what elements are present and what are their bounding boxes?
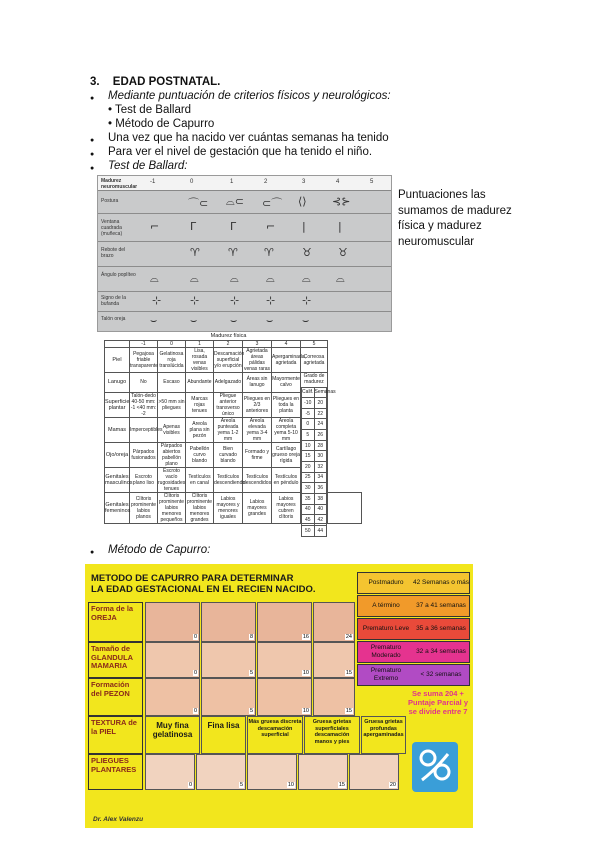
maturity-cell: 38 xyxy=(314,493,327,504)
heel-ear-icon: ⌣ xyxy=(150,314,158,327)
mf-cell: Párpados fusionados xyxy=(130,442,158,467)
heel-ear-icon: ⌣ xyxy=(302,314,310,327)
mf-cell xyxy=(328,492,362,523)
arm-recoil-icon: ♈ xyxy=(228,246,238,259)
mf-row-piel xyxy=(105,347,362,372)
section-heading xyxy=(90,75,220,89)
points-label: 0 xyxy=(193,670,197,676)
mf-cell: Áreas sin lanugo xyxy=(243,372,272,392)
mf-cell: Gelatinosa roja translúcida xyxy=(158,347,186,372)
points-label: 5 xyxy=(239,782,243,788)
capurro-author: Dr. Alex Valenzu xyxy=(93,816,144,823)
scarf-sign-icon: ⊹ xyxy=(302,294,312,307)
capurro-row-label: TEXTURA de la PIEL xyxy=(88,716,143,754)
class-name: Prematuro Extremo xyxy=(370,667,402,682)
capurro-row-label: Forma de la OREJA xyxy=(88,602,143,642)
ballard-neuromuscular-chart xyxy=(97,175,392,332)
maturity-cell: 42 xyxy=(314,515,327,526)
maturity-cell: 30 xyxy=(302,483,315,494)
popliteal-angle-icon: ⌓ xyxy=(336,272,345,285)
sole-photo xyxy=(247,754,297,790)
wrist-angle-icon: | xyxy=(302,220,306,233)
maturity-cell: 0 xyxy=(302,419,315,430)
mf-score: -1 xyxy=(130,340,158,347)
ballard-header-label: Madurez neuromuscular xyxy=(101,178,138,190)
ballard-score: 3 xyxy=(302,179,306,185)
bullet-capurro-label: ● Método de Capurro: xyxy=(108,543,210,557)
mf-cell: Escaso xyxy=(158,372,186,392)
mf-cell: Correosa agrietada xyxy=(301,347,328,372)
points-label: 15 xyxy=(338,782,345,788)
popliteal-angle-icon: ⌓ xyxy=(302,272,311,285)
sub-item-ballard: • Test de Ballard xyxy=(108,104,192,116)
posture-figure-icon: ⊂⌒ xyxy=(262,197,283,210)
skin-texture-text: Gruesa grietas superficiales descamación manos y pies xyxy=(312,719,352,745)
mf-cell: Marcas rojas tenues xyxy=(186,392,214,417)
mf-row-label: Lanugo xyxy=(105,372,130,392)
bullet-criteria: ● Mediante puntuación de criterios físicos y neurológicos: xyxy=(108,89,391,103)
mf-cell: Testículos en péndulo xyxy=(272,467,301,492)
maturity-cell: 35 xyxy=(302,493,315,504)
note-line: física y madurez xyxy=(398,220,482,232)
mf-cell: No xyxy=(130,372,158,392)
nipple-photo xyxy=(313,678,355,716)
maturity-col: Calif. xyxy=(302,387,315,398)
points-label: 20 xyxy=(389,782,396,788)
skin-texture-cell xyxy=(304,716,360,754)
skin-texture-text: Muy fina gelatinosa xyxy=(152,721,193,739)
mf-cell: Pliegues en 2/3 anteriores xyxy=(243,392,272,417)
ballard-row-popliteal xyxy=(98,266,391,292)
mf-cell: Apenas visibles xyxy=(158,417,186,442)
maturity-cell: 15 xyxy=(302,451,315,462)
mf-score: 2 xyxy=(214,340,243,347)
popliteal-angle-icon: ⌓ xyxy=(190,272,199,285)
sub-item-capurro: • Método de Capurro xyxy=(108,118,215,130)
note-line: neuromuscular xyxy=(398,235,475,248)
ballard-row-scarf xyxy=(98,291,391,312)
breast-photo xyxy=(145,642,200,678)
ear-photo xyxy=(257,602,312,642)
skin-texture-cell xyxy=(361,716,406,754)
mf-cell: Apergaminada, agrietada xyxy=(272,347,301,372)
maturity-cell: 5 xyxy=(302,430,315,441)
maturity-cell: 20 xyxy=(314,398,327,409)
sole-photo xyxy=(196,754,246,790)
mf-row-label: Genitales femeninos xyxy=(105,492,130,523)
maturity-cell: 25 xyxy=(302,472,315,483)
arm-recoil-icon: ♈ xyxy=(190,246,200,259)
class-name: Prematuro Leve xyxy=(362,625,410,632)
mf-cell: Areola punteada yema 1-2 mm xyxy=(214,417,243,442)
mf-cell: Clítoris prominente labios menores grandes xyxy=(186,492,212,523)
mf-cell: Areola completa yema 5-10 mm xyxy=(272,417,301,442)
wrist-angle-icon: Γ xyxy=(230,220,237,233)
mf-cell: Bien curvado blando xyxy=(214,442,243,467)
points-label: 24 xyxy=(345,634,352,640)
maturity-cell: 26 xyxy=(314,430,327,441)
mf-cell: Abundante xyxy=(186,372,214,392)
ballard-row-label: Talón oreja xyxy=(101,316,126,322)
points-label: 5 xyxy=(249,708,253,714)
points-label: 0 xyxy=(188,782,192,788)
maturity-cell: 50 xyxy=(302,525,315,536)
mf-cell: Labios mayores cubren clítoris xyxy=(272,492,301,523)
nipple-photo xyxy=(145,678,200,716)
mf-cell: Escroto plano liso xyxy=(130,467,158,492)
mf-cell: Párpados abiertos pabellón plano xyxy=(158,442,186,467)
points-label: 10 xyxy=(302,708,309,714)
mf-row-label: Genitales masculinos xyxy=(105,467,130,492)
popliteal-angle-icon: ⌓ xyxy=(150,272,159,285)
maturity-cell: 36 xyxy=(314,483,327,494)
mf-cell: Testículos descendiendo xyxy=(214,467,243,492)
class-row-moderado xyxy=(357,641,470,663)
heel-ear-icon: ⌣ xyxy=(230,314,238,327)
points-label: 10 xyxy=(287,782,294,788)
capurro-row-label: Tamaño de GLANDULA MAMARIA xyxy=(88,642,143,678)
mf-row-label: Piel xyxy=(105,347,130,372)
mf-cell: Areola plana sin pezón xyxy=(186,417,214,442)
skin-texture-text: Más gruesa discreta descamación superficial xyxy=(248,719,302,738)
maturity-cell: 40 xyxy=(302,504,315,515)
mf-cell: Pliegues en toda la planta xyxy=(272,392,301,417)
maturity-score-cell xyxy=(301,372,336,534)
maturity-cell: 28 xyxy=(314,440,327,451)
mf-row-label: Mamas xyxy=(105,417,130,442)
ballard-score: 5 xyxy=(370,179,374,185)
class-row-termino xyxy=(357,595,470,617)
maturity-score-table xyxy=(301,387,336,537)
mf-cell: Talón-dedo 40-50 mm: -1 <40 mm: -2 xyxy=(130,392,157,417)
posture-figure-icon: ⌓⊂ xyxy=(226,195,244,208)
arm-recoil-icon: ♈ xyxy=(264,246,274,259)
mf-cell: Agrietada áreas pálidas venas raras xyxy=(243,347,271,372)
nipple-photo xyxy=(201,678,256,716)
maturity-header: Grado de madurez xyxy=(303,372,325,385)
points-label: 8 xyxy=(249,634,253,640)
skin-texture-cell xyxy=(201,716,246,754)
ballard-score: 1 xyxy=(230,179,234,185)
maturity-cell: -5 xyxy=(302,408,315,419)
mf-cell: Clítoris prominente labios menores pequeños xyxy=(158,492,184,523)
mf-cell: Pegajosa friable transparente xyxy=(130,347,158,372)
wrist-angle-icon: ⌐ xyxy=(150,220,160,233)
arm-recoil-icon: ♉ xyxy=(302,246,312,259)
posture-figure-icon: ⟨⟩ xyxy=(298,195,307,208)
maturity-cell: -10 xyxy=(302,398,315,409)
mf-row-lanugo xyxy=(105,372,362,392)
mf-cell: Testículos descendidos xyxy=(243,467,272,492)
section-title: EDAD POSTNATAL. xyxy=(112,76,221,88)
mf-cell: Escroto vacío rugosidades tenues xyxy=(158,467,186,492)
ballard-header xyxy=(98,176,391,191)
wrist-angle-icon: ⌐ xyxy=(266,220,276,233)
bullet-weeks: ● Una vez que ha nacido ver cuántas semanas ha tenido xyxy=(108,131,389,145)
points-label: 5 xyxy=(249,670,253,676)
capurro-title xyxy=(91,573,316,595)
mf-cell: >50 mm sin pliegues xyxy=(158,392,186,417)
sole-photo xyxy=(349,754,399,790)
maturity-cell: 20 xyxy=(302,461,315,472)
mf-cell: Mayormente calvo xyxy=(272,372,301,392)
note-line: Puntuaciones las xyxy=(398,189,486,201)
ballard-row-arm-recoil xyxy=(98,241,391,267)
class-range: 42 Semanas o más xyxy=(413,579,470,586)
heel-ear-icon: ⌣ xyxy=(266,314,274,327)
capurro-chart xyxy=(85,564,473,828)
mf-score: 1 xyxy=(186,340,214,347)
breast-photo xyxy=(313,642,355,678)
mf-title: Madurez física xyxy=(210,333,247,340)
maturity-cell: 30 xyxy=(314,451,327,462)
maturity-cell: 34 xyxy=(314,472,327,483)
points-label: 15 xyxy=(345,670,352,676)
mf-cell: Imperceptibles xyxy=(130,417,158,442)
mf-cell: Labios mayores y menores iguales xyxy=(214,492,243,523)
ear-photo xyxy=(201,602,256,642)
ballard-row-label: Postura xyxy=(101,198,119,204)
class-range: 32 a 34 semanas xyxy=(416,648,466,655)
ballard-row-square-window xyxy=(98,213,391,242)
mf-cell: Testículos en canal xyxy=(186,467,214,492)
bullet-ballard-label: ● Test de Ballard: xyxy=(108,159,187,173)
mf-cell: Formado y firme xyxy=(243,442,272,467)
breast-photo xyxy=(257,642,312,678)
ballard-score: 2 xyxy=(264,179,268,185)
skin-texture-text: Gruesa grietas profundas apergaminadas xyxy=(363,719,404,738)
class-range: 37 a 41 semanas xyxy=(416,602,466,609)
popliteal-angle-icon: ⌓ xyxy=(266,272,275,285)
ballard-row-label: Ángulo poplíteo xyxy=(101,272,136,278)
mf-row-label: Ojo/oreja xyxy=(105,442,130,467)
points-label: 10 xyxy=(302,670,309,676)
class-range: < 32 semanas xyxy=(420,671,462,678)
wrist-angle-icon: Γ xyxy=(190,220,197,233)
skin-texture-cell xyxy=(247,716,303,754)
points-label: 0 xyxy=(193,634,197,640)
bullet-gestation: ● Para ver el nivel de gestación que ha tenido el niño. xyxy=(108,145,372,159)
mf-cell: Clítoris prominente labios planos xyxy=(130,492,158,523)
physical-maturity-table xyxy=(104,333,362,534)
ballard-score: 4 xyxy=(336,179,340,185)
sole-photo xyxy=(298,754,348,790)
class-row-leve xyxy=(357,618,470,640)
scarf-sign-icon: ⊹ xyxy=(190,294,200,307)
points-label: 16 xyxy=(302,634,309,640)
maturity-cell: 24 xyxy=(314,419,327,430)
class-name: Postmaduro xyxy=(368,579,404,586)
maturity-cell: 45 xyxy=(302,515,315,526)
mf-cell: Labios mayores grandes xyxy=(243,492,272,523)
mf-cell: Cartílago grueso oreja rígida xyxy=(272,442,301,467)
capurro-row-label: PLIEGUES PLANTARES xyxy=(88,754,143,790)
ballard-row-label: Ventana cuadrada (muñeca) xyxy=(101,219,123,237)
mf-corner xyxy=(105,340,130,347)
capurro-formula-note: Se suma 204 + Puntaje Parcial y se divide entre 7 xyxy=(407,689,469,716)
ballard-score: 0 xyxy=(190,179,194,185)
skin-texture-cell xyxy=(145,716,200,754)
class-range: 35 a 36 semanas xyxy=(416,625,466,632)
capurro-title-line: METODO DE CAPURRO PARA DETERMINAR xyxy=(91,573,294,584)
note-line: sumamos de madurez xyxy=(398,204,512,217)
maturity-cell: 22 xyxy=(314,408,327,419)
mf-cell: Lisa, rosada venas visibles xyxy=(186,347,214,372)
mf-score: 4 xyxy=(272,340,301,347)
arm-recoil-icon: ♉ xyxy=(338,246,348,259)
scarf-sign-icon: ⊹ xyxy=(266,294,276,307)
capurro-title-line: LA EDAD GESTACIONAL EN EL RECIEN NACIDO. xyxy=(91,584,316,595)
heel-ear-icon: ⌣ xyxy=(190,314,198,327)
scarf-sign-icon: ⊹ xyxy=(152,294,162,307)
ballard-row-heel-ear xyxy=(98,311,391,330)
mf-score: 0 xyxy=(158,340,186,347)
maturity-col: Semanas xyxy=(314,387,327,398)
points-label: 15 xyxy=(345,708,352,714)
points-label: 0 xyxy=(193,708,197,714)
maturity-cell: 40 xyxy=(314,504,327,515)
ear-photo xyxy=(313,602,355,642)
mf-cell: Descamación superficial y/o erupción xyxy=(214,347,243,372)
ballard-row-posture xyxy=(98,190,391,214)
mf-score: 5 xyxy=(301,340,328,347)
posture-figure-icon: ⌒⊂ xyxy=(188,197,209,210)
class-name: Prematuro Moderado xyxy=(370,644,402,659)
maturity-cell: 10 xyxy=(302,440,315,451)
class-row-postmaduro xyxy=(357,572,470,594)
mf-score: 3 xyxy=(243,340,272,347)
baby-logo-icon xyxy=(412,742,458,792)
ballard-side-note xyxy=(398,188,512,250)
ear-photo xyxy=(145,602,200,642)
class-name: A término xyxy=(372,602,400,609)
mf-cell: Areola elevada yema 3-4 mm xyxy=(243,417,272,442)
breast-photo xyxy=(201,642,256,678)
skin-texture-text: Fina lisa xyxy=(207,721,240,730)
capurro-row-label: Formación del PEZON xyxy=(88,678,143,716)
maturity-cell: 32 xyxy=(314,461,327,472)
ballard-row-label: Rebote del brazo xyxy=(101,247,126,259)
popliteal-angle-icon: ⌓ xyxy=(230,272,239,285)
ballard-row-label: Signo de la bufanda xyxy=(101,295,127,307)
mf-row-label: Superficie plantar xyxy=(105,392,130,417)
maturity-cell: 44 xyxy=(314,525,327,536)
sole-photo xyxy=(145,754,195,790)
section-number: 3. xyxy=(90,76,100,88)
posture-figure-icon: ⊰⊱ xyxy=(332,195,351,208)
mf-cell: Pabellón curvo blando xyxy=(186,442,214,467)
mf-cell: Adelgazado xyxy=(214,372,243,392)
mf-cell: Pliegue anterior transverso único xyxy=(214,392,243,417)
wrist-angle-icon: | xyxy=(338,220,342,233)
nipple-photo xyxy=(257,678,312,716)
scarf-sign-icon: ⊹ xyxy=(230,294,240,307)
ballard-score: -1 xyxy=(150,179,156,185)
class-row-extremo xyxy=(357,664,470,686)
